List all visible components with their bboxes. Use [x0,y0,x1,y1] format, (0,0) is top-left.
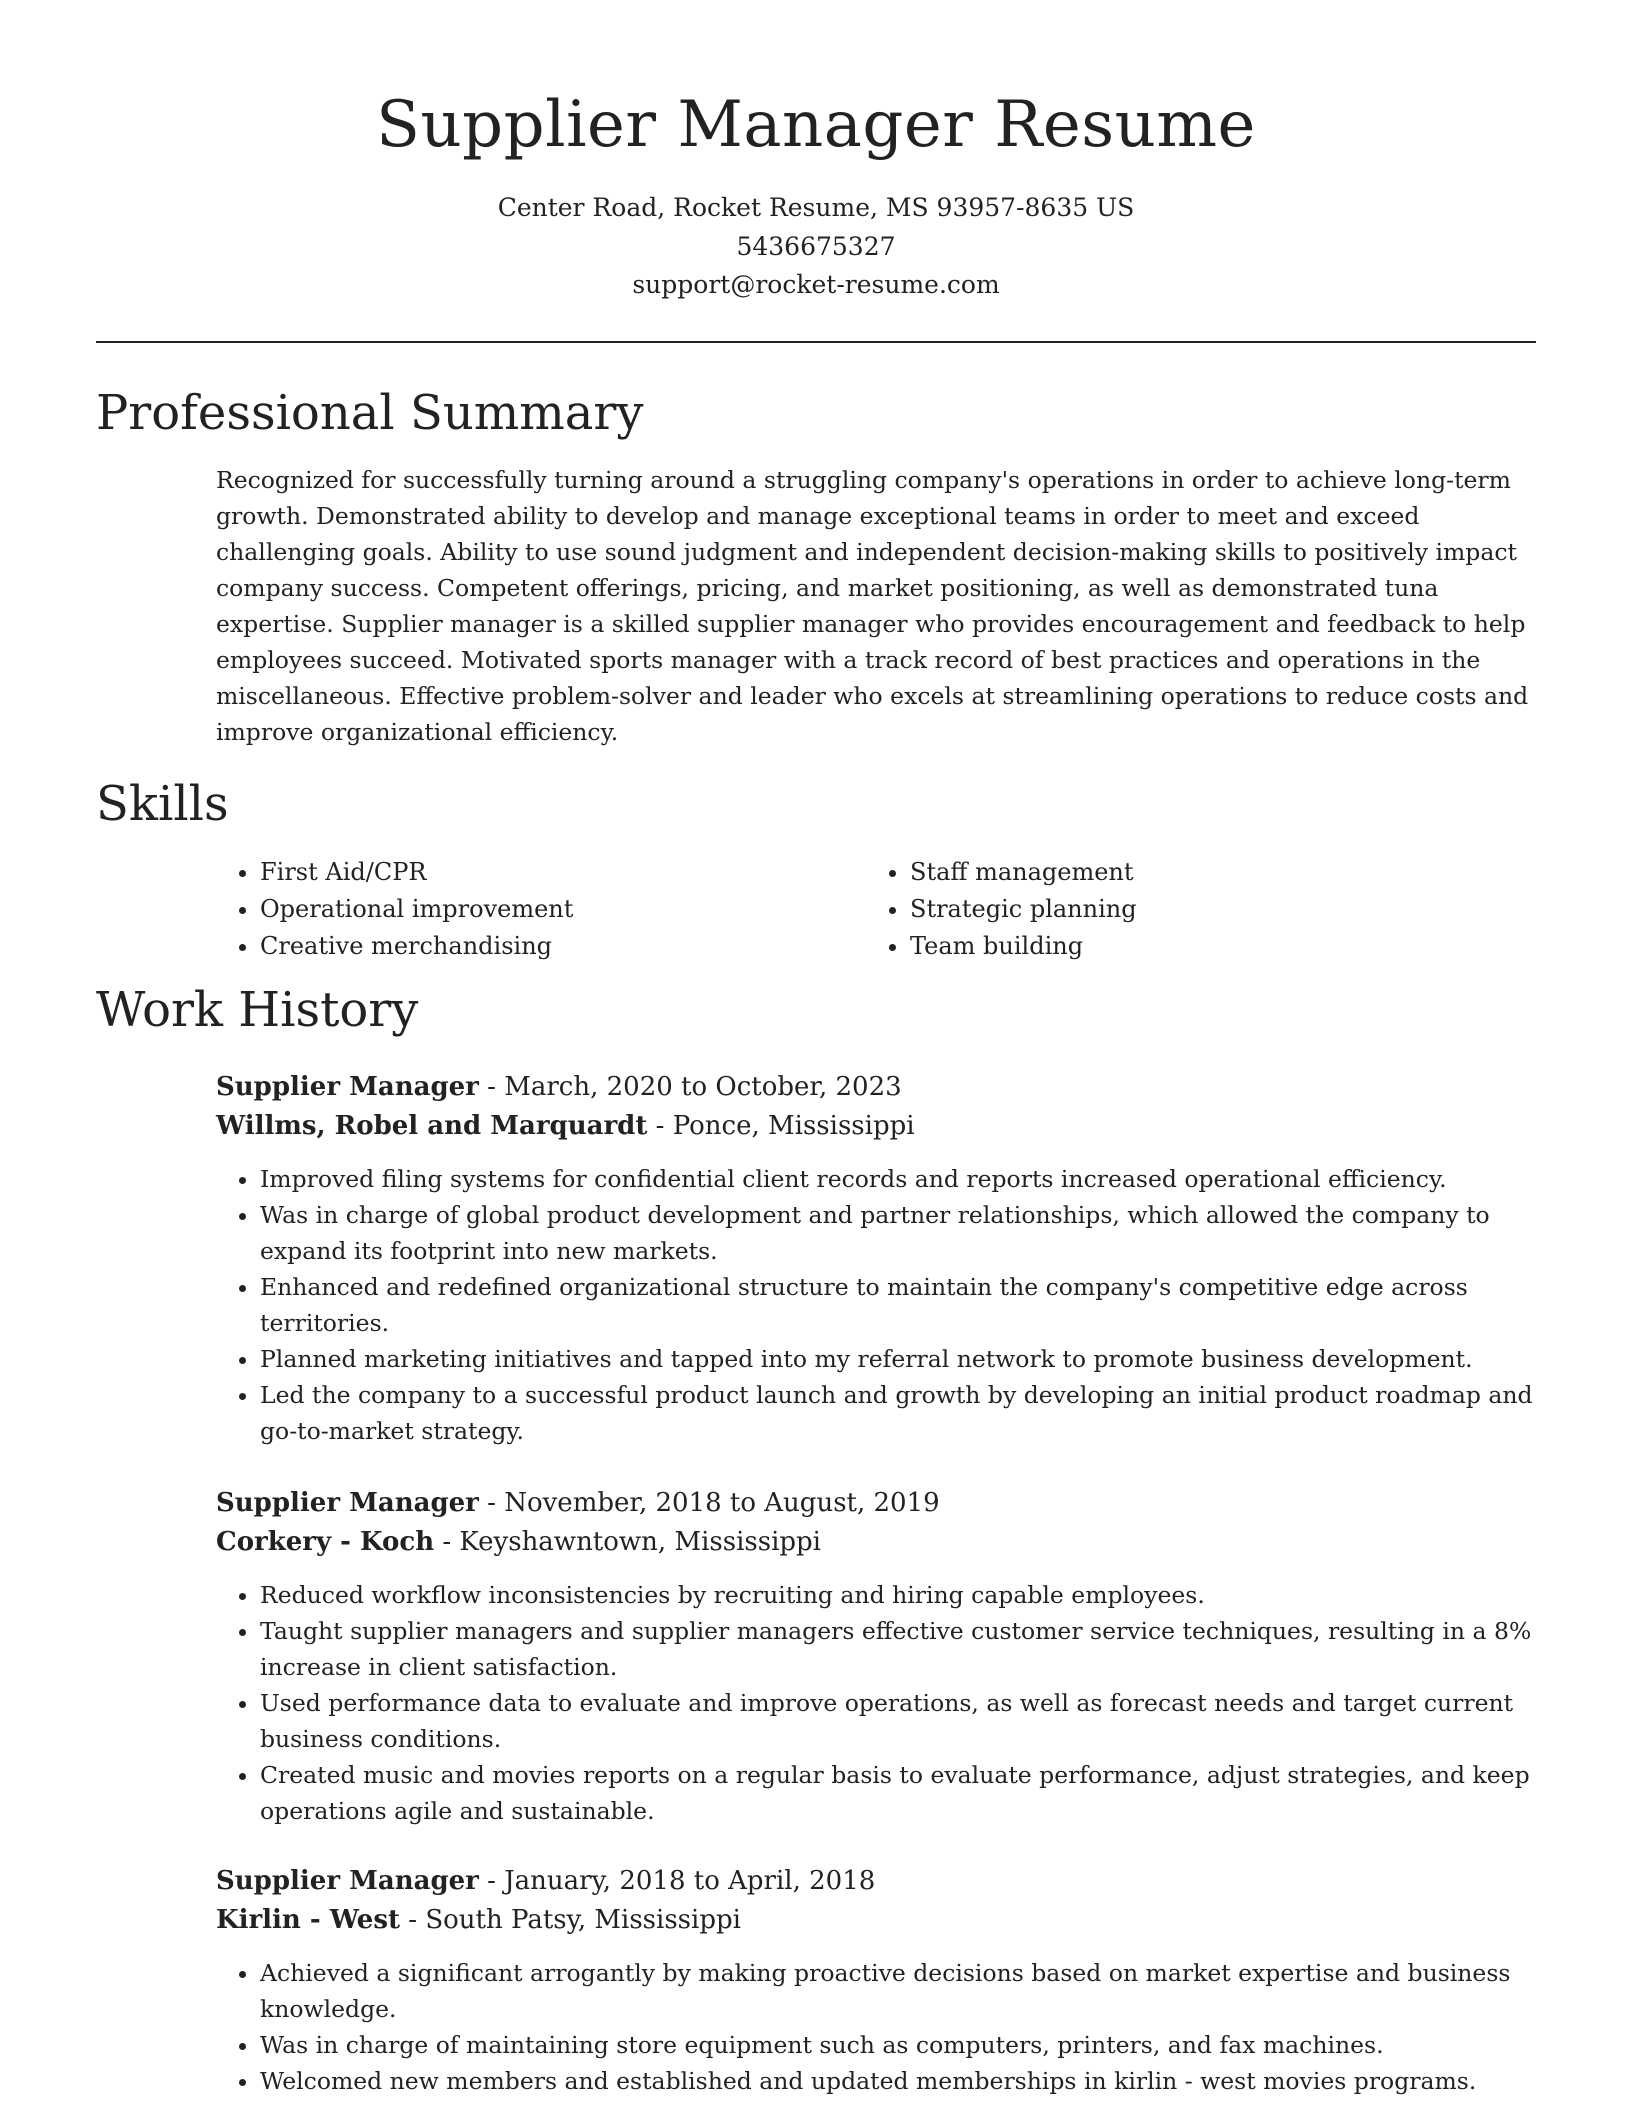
job-dates: November, 2018 to August, 2019 [504,1488,940,1518]
skills-list [216,854,1536,965]
skill-item: • Creative merchandising [260,928,866,965]
job-company: Willms, Robel and Marquardt [216,1110,648,1141]
job-bullet: • Led the company to a successful product launch and growth by developing an initial product roadmap and go-to-market strategy. [260,1377,1536,1449]
job-dates: January, 2018 to April, 2018 [504,1866,876,1896]
skill-item: • First Aid/CPR [260,854,866,891]
job-dates: March, 2020 to October, 2023 [504,1072,902,1102]
resume-title: Supplier Manager Resume [376,88,1256,162]
job-company-line: Kirlin - West - South Patsy, Mississippi [216,1904,741,1935]
job-location: Ponce, Mississippi [672,1110,915,1141]
job-bullet: • Enhanced and redefined organizational structure to maintain the company's competitive edge across territories. [260,1269,1536,1341]
job-bullet: • Was in charge of maintaining store equipment such as computers, printers, and fax machines. [260,2027,1536,2063]
job-entry [216,1862,1536,2099]
job-title: Supplier Manager [216,1866,479,1896]
job-entry [216,1068,1536,1449]
email: support@rocket-resume.com [632,270,1000,299]
job-bullets [216,1161,1536,1449]
skills-heading: Skills [96,776,229,832]
job-title-line: Supplier Manager - March, 2020 to October, 2023 [216,1072,902,1102]
skills-column-right [866,854,1516,965]
summary-text: Recognized for successfully turning around a struggling company's operations in order to achieve long-term growth. Demonstrated ability to develop and manage exceptional teams in order to meet and exceed challenging goals. Ability to use sound judgment and independent decision-making skills to positively impact company success. Competent offerings, pricing, and market positioning, as well as demonstrated tuna expertise. Supplier manager is a skilled supplier manager who provides encouragement and feedback to help employees succeed. Motivated sports manager with a track record of best practices and operations in the miscellaneous. Effective problem-solver and leader who excels at streamlining operations to reduce costs and improve organizational efficiency. [216,466,1529,746]
job-bullet: • Used performance data to evaluate and improve operations, as well as forecast needs and target current business conditions. [260,1685,1536,1757]
job-title: Supplier Manager [216,1072,479,1102]
job-bullet: • Welcomed new members and established and updated memberships in kirlin - west movies programs. [260,2063,1536,2099]
phone: 5436675327 [736,231,896,261]
header-divider [96,341,1536,343]
job-bullet: • Planned marketing initiatives and tapped into my referral network to promote business development. [260,1341,1536,1377]
summary-heading: Professional Summary [96,385,644,441]
skill-item: • Team building [910,928,1516,965]
job-company-line: Corkery - Koch - Keyshawntown, Mississippi [216,1526,821,1557]
job-bullet: • Taught supplier managers and supplier managers effective customer service techniques, resulting in a 8% increase in client satisfaction. [260,1613,1536,1685]
skill-item: • Staff management [910,854,1516,891]
work-history-heading: Work History [96,982,419,1038]
job-company: Corkery - Koch [216,1526,435,1557]
job-title-line: Supplier Manager - November, 2018 to August, 2019 [216,1488,940,1518]
job-bullet: • Was in charge of global product development and partner relationships, which allowed the company to expand its footprint into new markets. [260,1197,1536,1269]
job-bullets [216,1955,1536,2099]
skill-item: • Strategic planning [910,891,1516,928]
job-bullet: • Created music and movies reports on a regular basis to evaluate performance, adjust strategies, and keep operations agile and sustainable. [260,1757,1536,1829]
job-title-line: Supplier Manager - January, 2018 to April, 2018 [216,1866,876,1896]
job-bullets [216,1577,1536,1829]
job-location: South Patsy, Mississippi [425,1904,741,1935]
contact-block [0,189,1632,305]
job-location: Keyshawntown, Mississippi [459,1526,821,1557]
job-company-line: Willms, Robel and Marquardt - Ponce, Mississippi [216,1110,915,1141]
job-bullet: • Reduced workflow inconsistencies by recruiting and hiring capable employees. [260,1577,1536,1613]
job-title: Supplier Manager [216,1488,479,1518]
job-bullet: • Improved filing systems for confidential client records and reports increased operational efficiency. [260,1161,1536,1197]
job-entry [216,1484,1536,1829]
job-bullet: • Achieved a significant arrogantly by making proactive decisions based on market expertise and business knowledge. [260,1955,1536,2027]
skills-column-left [216,854,866,965]
skill-item: • Operational improvement [260,891,866,928]
address: Center Road, Rocket Resume, MS 93957-8635 US [497,193,1135,222]
job-company: Kirlin - West [216,1904,400,1935]
